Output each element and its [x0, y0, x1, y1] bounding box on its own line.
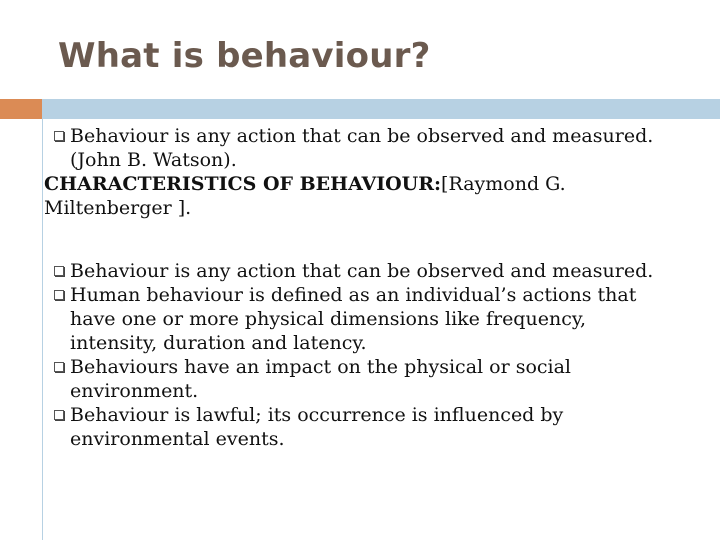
characteristics-heading: CHARACTERISTICS OF BEHAVIOUR: — [44, 173, 442, 195]
characteristic-text: Behaviour is lawful; its occurrence is influenced by environmental events. — [70, 404, 564, 450]
orange-accent-bar — [0, 99, 42, 119]
slide-content — [44, 124, 674, 451]
characteristic-text: Behaviours have an impact on the physical or social environment. — [70, 356, 572, 402]
characteristic-text: Human behaviour is defined as an individual’s actions that have one or more physical dimensions like frequency, intensity, duration and latency. — [70, 284, 637, 354]
characteristics-source: [Raymond G. Miltenberger ]. — [44, 173, 566, 219]
hollow-square-bullet-icon — [54, 410, 64, 420]
spacer — [44, 220, 674, 259]
characteristic-bullet — [44, 403, 674, 451]
hollow-square-bullet-icon — [54, 266, 64, 276]
blue-accent-bar — [42, 99, 720, 119]
definition-text: Behaviour is any action that can be observed and measured. (John B. Watson). — [70, 125, 654, 171]
definition-bullet — [44, 124, 674, 172]
hollow-square-bullet-icon — [54, 362, 64, 372]
characteristic-bullet — [44, 283, 674, 355]
slide-title: What is behaviour? — [58, 36, 431, 76]
characteristic-bullet — [44, 259, 674, 283]
characteristic-text: Behaviour is any action that can be observed and measured. — [70, 260, 654, 282]
vertical-divider-line — [42, 99, 43, 540]
characteristics-line — [44, 172, 674, 220]
characteristic-bullet — [44, 355, 674, 403]
hollow-square-bullet-icon — [54, 290, 64, 300]
hollow-square-bullet-icon — [54, 131, 64, 141]
